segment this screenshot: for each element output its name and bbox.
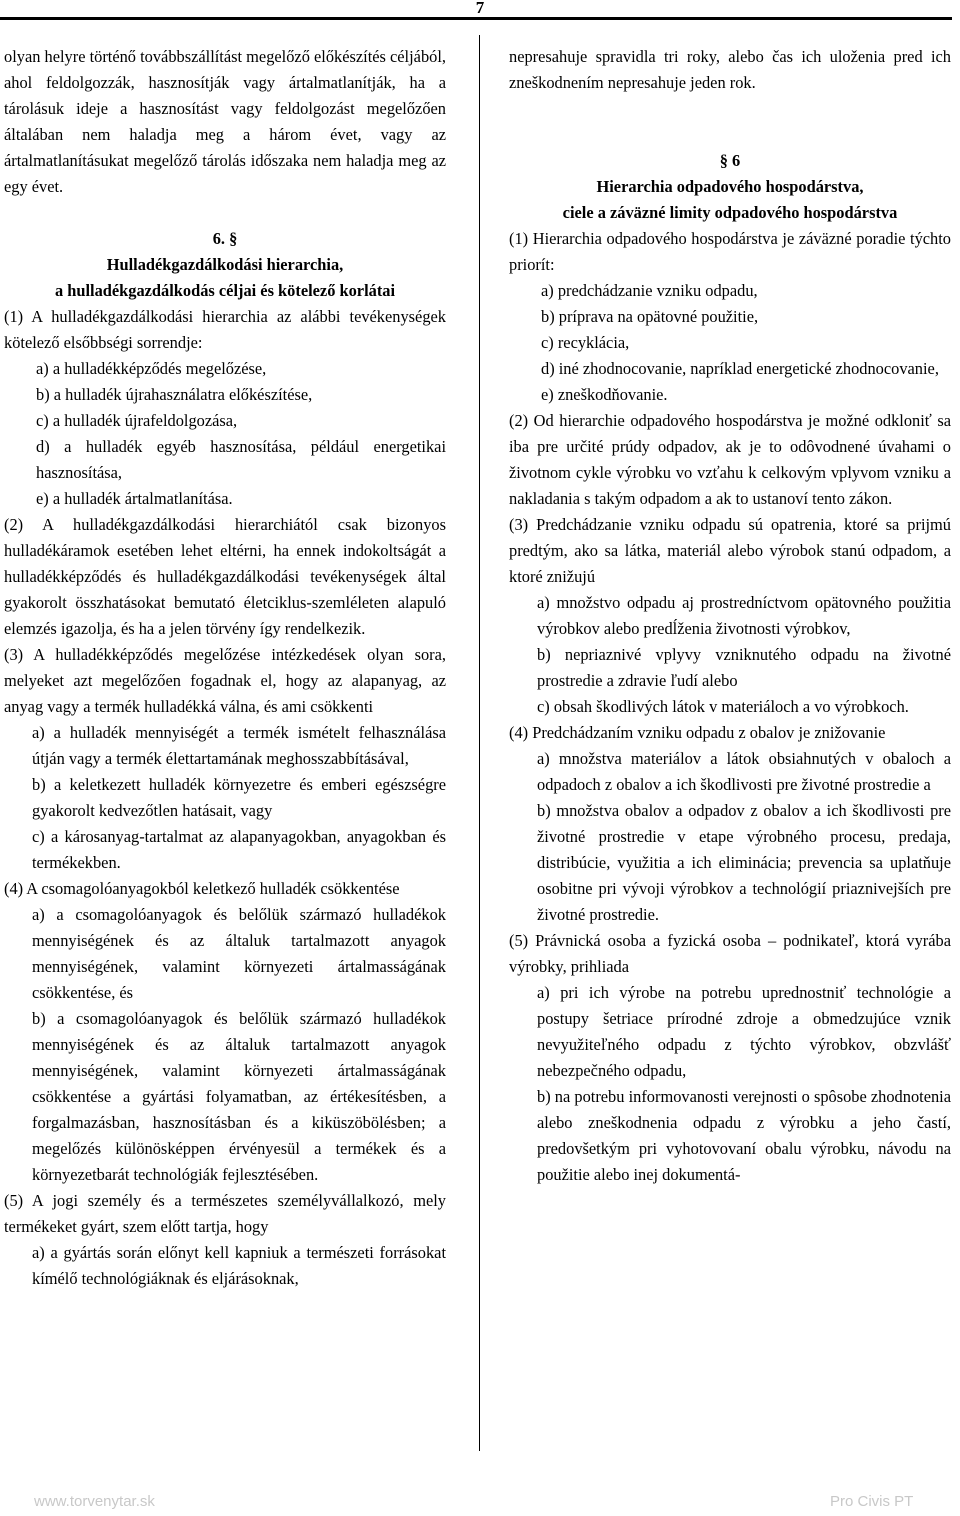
slovak-column [509, 44, 951, 1188]
hungarian-column [4, 44, 446, 1292]
list-item: a) množstva materiálov a látok obsiahnutých v obaloch a odpadoch z obalov a ich škodlivosti pre životné prostredie a [537, 749, 951, 794]
intro-paragraph: nepresahuje spravidla tri roky, alebo čas ich uloženia pred ich zneškodnením nepresahuje jeden rok. [509, 47, 951, 92]
paragraph-4: (4) Predchádzaním vzniku odpadu z obalov je znižovanie [509, 723, 886, 742]
list-item: c) a hulladék újrafeldolgozása, [36, 411, 238, 430]
footer-publisher: Pro Civis PT [830, 1493, 914, 1510]
list-item: b) a keletkezett hulladék környezetre és emberi egészségre gyakorolt kedvezőtlen hatásait, vagy [32, 775, 446, 820]
list-item: c) obsah škodlivých látok v materiáloch a vo výrobkoch. [537, 697, 909, 716]
paragraph-5: (5) A jogi személy és a természetes személyvállalkozó, mely termékeket gyárt, szem előtt tartja, hogy [4, 1191, 446, 1236]
paragraph-1: (1) Hierarchia odpadového hospodárstva je záväzné poradie týchto priorít: [509, 229, 951, 274]
list-item: a) a gyártás során előnyt kell kapniuk a természeti forrásokat kímélő technológiáknak és eljárásoknak, [32, 1243, 446, 1288]
section-title: Hierarchia odpadového hospodárstva, [596, 177, 864, 196]
list-item: a) a hulladékképződés megelőzése, [36, 359, 267, 378]
list-item: b) a hulladék újrahasználatra előkészítése, [36, 385, 313, 404]
list-item: a) a csomagolóanyagok és belőlük származó hulladékok mennyiségének és az általuk tartalmazott anyagok mennyiségének, valamint környezeti ártalmasságának csökkentése, és [32, 905, 446, 1002]
list-item: a) pri ich výrobe na potrebu uprednostniť technológie a postupy šetriace prírodné zdroje a obmedzujúce vznik nevyužiteľného odpadu z týchto výrobkov, obzvlášť nebezpečného odpadu, [537, 983, 951, 1080]
paragraph-3: (3) Predchádzanie vzniku odpadu sú opatrenia, ktoré sa prijmú predtým, ako sa látka, materiál alebo výrobok stanú odpadom, a ktoré znižujú [509, 515, 951, 586]
section-subtitle: ciele a záväzné limity odpadového hospodárstva [562, 203, 898, 222]
list-item: a) a hulladék mennyiségét a termék ismételt felhasználása útján vagy a termék élettartamának meghosszabbításával, [32, 723, 446, 768]
list-item: e) zneškodňovanie. [541, 385, 668, 404]
paragraph-4: (4) A csomagolóanyagokból keletkező hulladék csökkentése [4, 879, 400, 898]
list-item: b) na potrebu informovanosti verejnosti o spôsobe zhodnotenia alebo zneškodnenia odpadu z výrobku a jeho častí, predovšetkým pri vyhotovovaní obalu výrobku, návodu na použitie alebo inej dokumentá- [537, 1087, 951, 1184]
paragraph-1: (1) A hulladékgazdálkodási hierarchia az alábbi tevékenységek kötelező elsőbbségi sorrendje: [4, 307, 446, 352]
list-item: b) a csomagolóanyagok és belőlük származó hulladékok mennyiségének és az általuk tartalmazott anyagok mennyiségének, valamint környezeti ártalmasságának csökkentése a gyártási folyamatban, az értékesítésben, a forgalmazásban, hasznosításban és a kiküszöbölésben; a megelőzés különösképpen érvényesül a termékek és a környezetbarát technológiák fejlesztésében. [32, 1009, 446, 1184]
list-item: d) iné zhodnocovanie, napríklad energetické zhodnocovanie, [541, 359, 939, 378]
footer-website-link[interactable]: www.torvenytar.sk [34, 1493, 155, 1510]
header-rule [0, 17, 952, 20]
list-item: b) množstva obalov a odpadov z obalov a ich škodlivosti pre životné prostredie v etape výrobného procesu, predaja, distribúcie, využitia a ich eliminácia; prevencia sa uplatňuje osobitne pri vývoji výrobkov a technológií priaznivejších pre životné prostredie. [537, 801, 951, 924]
paragraph-3: (3) A hulladékképződés megelőzése intézkedések olyan sora, melyeket azt megelőzően fogadnak el, hogy az alapanyag, az anyag vagy a termék hulladékká válna, és ami csökkenti [4, 645, 446, 716]
list-item: b) nepriaznivé vplyvy vzniknutého odpadu na životné prostredie a zdravie ľudí alebo [537, 645, 951, 690]
list-item: c) a károsanyag-tartalmat az alapanyagokban, anyagokban és termékekben. [32, 827, 446, 872]
intro-paragraph: olyan helyre történő továbbszállítást megelőző előkészítés céljából, ahol feldolgozzák, hasznosítják vagy ártalmatlanítják, ha a tárolásuk ideje a hasznosítást vagy feldolgozást megelőzően általában nem haladja meg a három évet, vagy az ártalmatlanításukat megelőző tárolás időszaka nem haladja meg az egy évet. [4, 47, 446, 196]
page-number: 7 [475, 0, 485, 17]
list-item: d) a hulladék egyéb hasznosítása, például energetikai hasznosítása, [36, 437, 446, 482]
list-item: c) recyklácia, [541, 333, 630, 352]
section-title: Hulladékgazdálkodási hierarchia, [106, 255, 344, 274]
section-subtitle: a hulladékgazdálkodás céljai és kötelező korlátai [54, 281, 396, 300]
section-number: 6. § [212, 229, 238, 248]
paragraph-5: (5) Právnická osoba a fyzická osoba – podnikateľ, ktorá vyrába výrobky, prihliada [509, 931, 951, 976]
list-item: e) a hulladék ártalmatlanítása. [36, 489, 233, 508]
list-item: a) predchádzanie vzniku odpadu, [541, 281, 758, 300]
paragraph-2: (2) A hulladékgazdálkodási hierarchiától csak bizonyos hulladékáramok esetében lehet eltérni, ha ennek indokoltságát a hulladékképződés és hulladékgazdálkodási tevékenységek által gyakorolt összhatásokat bemutató életciklus-szemléleten alapuló elemzés igazolja, és ha a jelen törvény így rendelkezik. [4, 515, 446, 638]
list-item: a) množstvo odpadu aj prostredníctvom opätovného použitia výrobkov alebo predĺženia životnosti výrobkov, [537, 593, 951, 638]
column-divider [479, 35, 480, 1451]
paragraph-2: (2) Od hierarchie odpadového hospodárstva je možné odkloniť sa iba pre určité prúdy odpadov, ak je to odôvodnené úvahami o životnom cykle výrobku vo vzťahu k celkovým vplyvom vzniku a nakladania s takým odpadom a ak to ustanoví tento zákon. [509, 411, 951, 508]
list-item: b) príprava na opätovné použitie, [541, 307, 759, 326]
section-number: § 6 [719, 151, 741, 170]
